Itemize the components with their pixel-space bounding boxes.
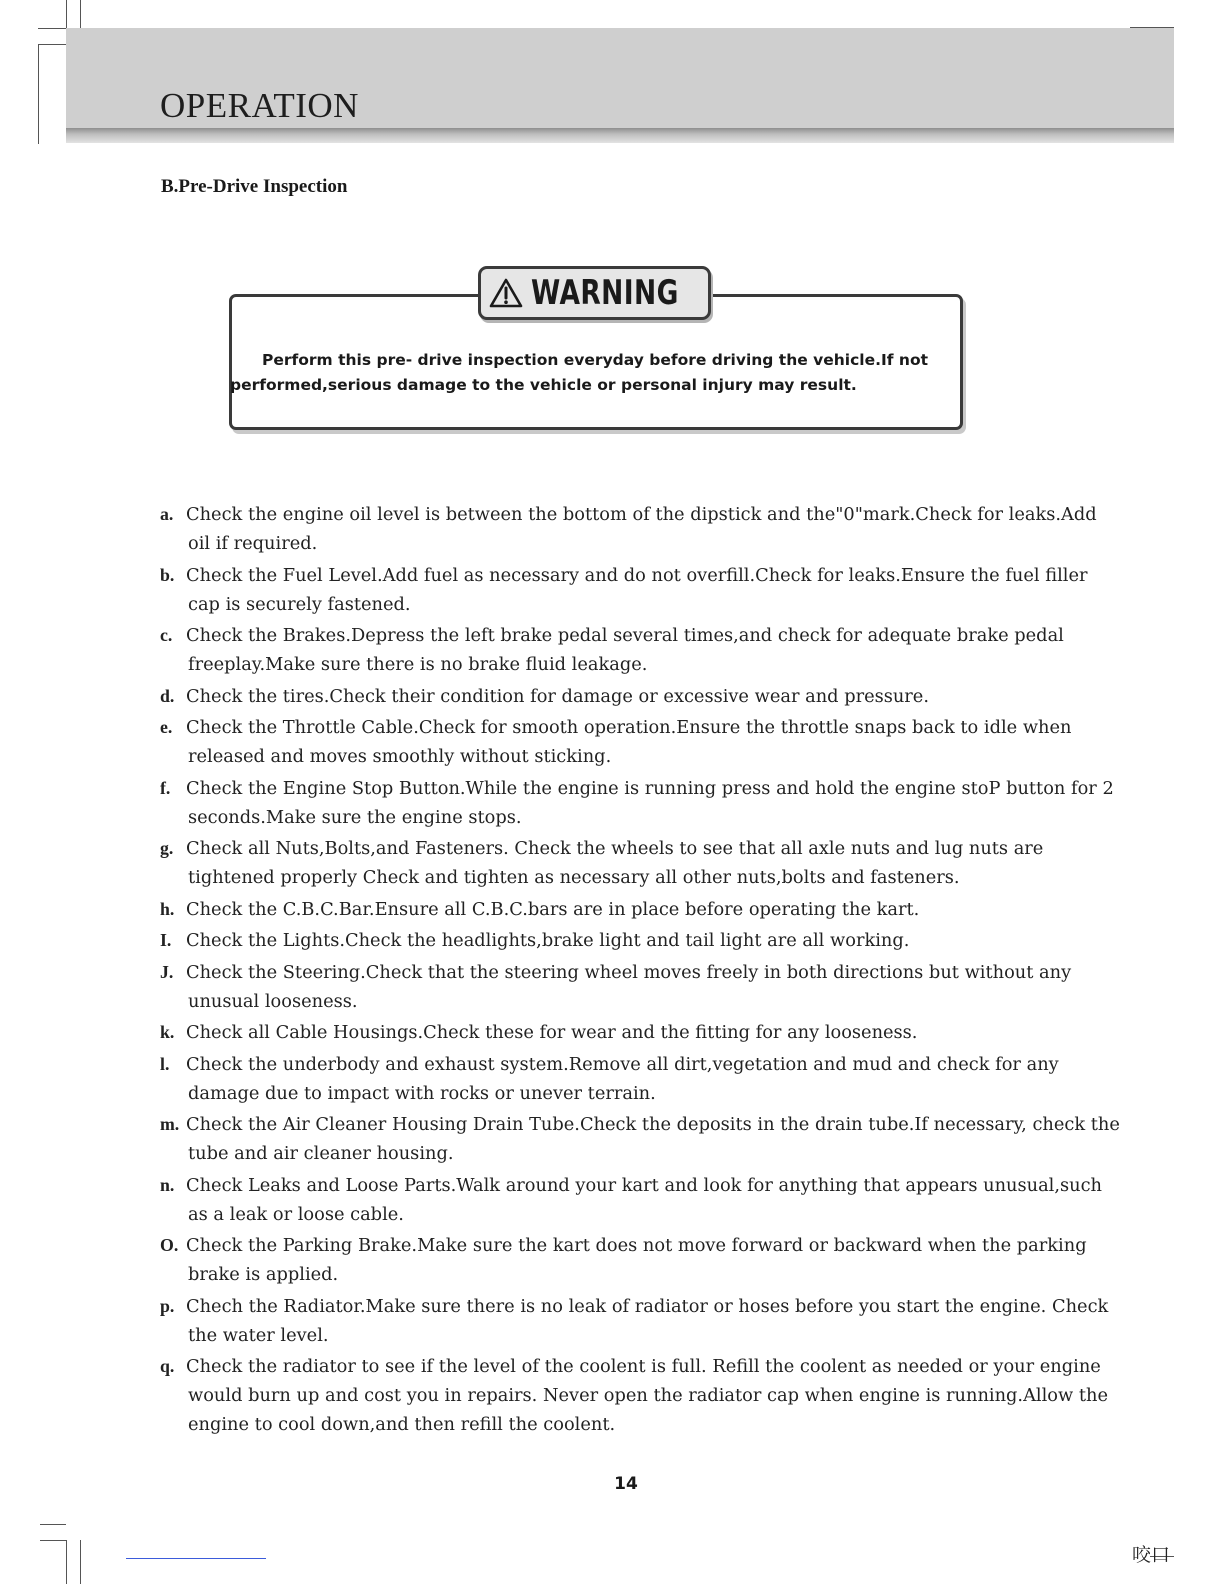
item-text: Check the Throttle Cable.Check for smooth operation.Ensure the throttle snaps back to idle when released and moves smoothly without sticking. (186, 717, 1072, 767)
warning-triangle-icon (489, 278, 523, 308)
list-item (160, 621, 1120, 679)
crop-mark (40, 1540, 66, 1541)
item-letter: q. (160, 1356, 175, 1376)
warning-line: performed,serious damage to the vehicle or personal injury may result. (230, 376, 857, 394)
item-letter: O. (160, 1235, 179, 1255)
item-letter: l. (160, 1053, 170, 1074)
item-text: Check all Nuts,Bolts,and Fasteners. Check the wheels to see that all axle nuts and lug nuts are tightened properly Check and tighten as necessary all other nuts,bolts and fasteners. (186, 838, 1044, 888)
list-item (160, 500, 1120, 558)
item-text: Check the Engine Stop Button.While the engine is running press and hold the engine stoP button for 2 seconds.Make sure the engine stops. (186, 777, 1114, 828)
corner-mark: 咬口 (1131, 1544, 1170, 1566)
item-text: Check the Brakes.Depress the left brake pedal several times,and check for adequate brake pedal freeplay.Make sure there is no brake fluid leakage. (186, 625, 1064, 675)
inspection-checklist (160, 500, 1120, 1442)
list-item (160, 774, 1120, 832)
item-letter: f. (160, 777, 171, 798)
list-item (160, 713, 1120, 771)
item-text: Check the radiator to see if the level of the coolent is full. Refill the coolent as needed or your engine would burn up and cost you in repairs. Never open the radiator cap when engine is running.Allow the engine to cool down,and then refill the coolent. (186, 1356, 1108, 1435)
crop-mark (38, 44, 66, 45)
list-item (160, 1352, 1120, 1439)
item-letter: m. (160, 1114, 180, 1134)
list-item (160, 834, 1120, 892)
item-letter: e. (160, 717, 173, 737)
item-letter: b. (160, 564, 175, 585)
item-letter: a. (160, 504, 174, 524)
item-letter: n. (160, 1174, 175, 1195)
item-text: Check the Air Cleaner Housing Drain Tube.Check the deposits in the drain tube.If necessary, check the tube and air cleaner housing. (186, 1114, 1120, 1164)
item-letter: J. (160, 961, 174, 982)
list-item (160, 895, 1120, 924)
item-text: Check all Cable Housings.Check these for wear and the fitting for any looseness. (186, 1022, 918, 1043)
crop-mark (38, 28, 66, 29)
item-text: Check the Steering.Check that the steering wheel moves freely in both directions but without any unusual looseness. (186, 961, 1072, 1012)
page-title: OPERATION (160, 86, 359, 125)
item-text: Check Leaks and Loose Parts.Walk around your kart and look for anything that appears unusual,such as a leak or loose cable. (186, 1174, 1103, 1225)
item-text: Check the Lights.Check the headlights,brake light and tail light are all working. (186, 930, 910, 951)
item-letter: k. (160, 1022, 175, 1042)
list-item (160, 561, 1120, 619)
list-item (160, 1050, 1120, 1108)
warning-badge (478, 266, 711, 320)
section-title: B.Pre-Drive Inspection (161, 176, 348, 197)
list-item (160, 1171, 1120, 1229)
item-text: Check the C.B.C.Bar.Ensure all C.B.C.bars are in place before operating the kart. (186, 898, 920, 920)
item-text: Check the underbody and exhaust system.Remove all dirt,vegetation and mud and check for any damage due to impact with rocks or unever terrain. (186, 1053, 1059, 1104)
item-text: Check the Fuel Level.Add fuel as necessary and do not overfill.Check for leaks.Ensure the fuel filler cap is securely fastened. (186, 564, 1088, 615)
crop-mark (66, 1540, 67, 1584)
crop-mark (80, 1540, 81, 1584)
item-letter: h. (160, 898, 175, 919)
crop-mark (40, 1524, 66, 1525)
footer-link-underline[interactable] (126, 1558, 266, 1559)
list-item (160, 1110, 1120, 1168)
item-text: Check the Parking Brake.Make sure the kart does not move forward or backward when the parking brake is applied. (186, 1235, 1087, 1285)
item-letter: I. (160, 930, 172, 950)
list-item (160, 958, 1120, 1016)
page-number: 14 (614, 1474, 638, 1494)
list-item (160, 1292, 1120, 1350)
item-letter: d. (160, 685, 175, 706)
item-text: Check the engine oil level is between the bottom of the dipstick and the"0"mark.Check for leaks.Add oil if required. (186, 504, 1097, 554)
item-letter: p. (160, 1295, 175, 1316)
crop-mark (80, 0, 81, 28)
item-letter: c. (160, 625, 173, 645)
warning-line: Perform this pre- drive inspection everyday before driving the vehicle.If not (262, 351, 929, 369)
warning-label: WARNING (530, 273, 679, 313)
header-rule (66, 128, 1174, 143)
list-item (160, 1018, 1120, 1047)
list-item (160, 682, 1120, 711)
item-text: Chech the Radiator.Make sure there is no leak of radiator or hoses before you start the engine. Check the water level. (186, 1295, 1109, 1346)
item-text: Check the tires.Check their condition for damage or excessive wear and pressure. (186, 685, 929, 707)
list-item (160, 1231, 1120, 1289)
crop-mark (38, 44, 39, 144)
warning-text (230, 348, 976, 398)
list-item (160, 926, 1120, 955)
item-letter: g. (160, 838, 174, 858)
